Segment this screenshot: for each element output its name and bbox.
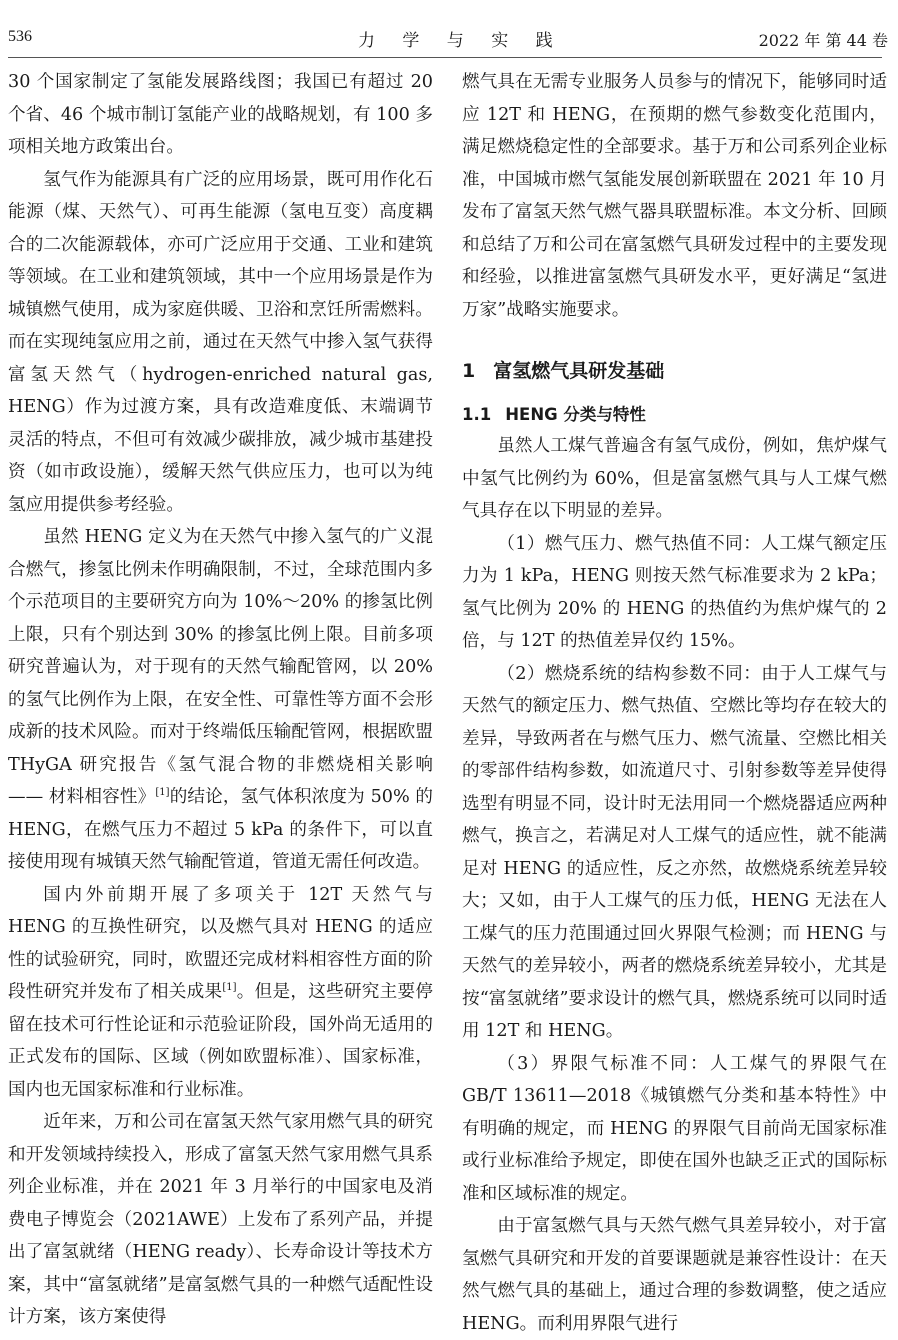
paragraph: 燃气具在无需专业服务人员参与的情况下，能够同时适应 12T 和 HENG，在预期的燃气参数变化范围内，满足燃烧稳定性的全部要求。基于万和公司系列企业标准，中国城市燃气氢能发展创新联盟在 2021 年 10 月发布了富氢天然气燃气器具联盟标准。本文分析、回顾和总结了万和公司在富氢燃气具研发过程中的主要发现和经验，以推进富氢燃气具研发水平，更好满足“氢进万家”战略实施要求。 — [462, 72, 887, 320]
left-column — [8, 66, 433, 1334]
right-column — [462, 66, 887, 1340]
citation: [1] — [155, 787, 170, 799]
section-number: 1 — [462, 360, 476, 382]
paragraph — [8, 521, 433, 879]
section-title: 富氢燃气具研发基础 — [493, 360, 665, 382]
section-heading — [462, 356, 887, 386]
paragraph-text: 国内外前期开展了多项关于 12T 天然气与 HENG 的互换性研究，以及燃气具对 HENG 的适应性的试验研究，同时，欧盟还完成材料相容性方面的阶段性研究并发布了相关成果 — [8, 884, 433, 1002]
running-header — [8, 24, 888, 54]
paragraph-text: 。但是，这些研究主要停留在技术可行性论证和示范验证阶段，国外尚无适用的正式发布的国际、区域（例如欧盟标准）、国家标准，国内也无国家标准和行业标准。 — [8, 982, 433, 1100]
list-item: （2）燃烧系统的结构参数不同：由于人工煤气与天然气的额定压力、燃气热值、空燃比等均存在较大的差异，导致两者在与燃气压力、燃气流量、空燃比相关的零部件结构参数，如流道尺寸、引射参数等差异使得选型有明显不同，设计时无法用同一个燃烧器适应两种燃气，换言之，若满足对人工煤气的适应性，就不能满足对 HENG 的适应性，反之亦然，故燃烧系统差异较大；又如，由于人工煤气的压力低，HENG 无法在人工煤气的压力范围通过回火界限气检测；而 HENG 与天然气的差异较小，两者的燃烧系统差异较小，尤其是按“富氢就绪”要求设计的燃气具，燃烧系统可以同时适用 12T 和 HENG。 — [462, 663, 887, 1041]
page-number: 536 — [8, 28, 32, 45]
subsection-heading — [462, 400, 887, 430]
subsection-title: HENG 分类与特性 — [505, 405, 646, 424]
paragraph: 30 个国家制定了氢能发展路线图；我国已有超过 20 个省、46 个城市制订氢能产业的战略规划，有 100 多项相关地方政策出台。 — [8, 72, 433, 157]
subsection-number: 1.1 — [462, 405, 492, 424]
paragraph-text: 的结论，氢气体积浓度为 50% 的 HENG，在燃气压力不超过 5 kPa 的条件下，可以直接使用现有城镇天然气输配管道，管道无需任何改造。 — [8, 787, 434, 872]
list-item: （1）燃气压力、燃气热值不同：人工煤气额定压力为 1 kPa，HENG 则按天然气标准要求为 2 kPa；氢气比例为 20% 的 HENG 的热值约为焦炉煤气的 2 倍，与 12T 的热值差异仅约 15%。 — [462, 533, 887, 651]
paragraph: 氢气作为能源具有广泛的应用场景，既可用作化石能源（煤、天然气）、可再生能源（氢电互变）高度耦合的二次能源载体，亦可广泛应用于交通、工业和建筑等领域。在工业和建筑领域，其中一个应用场景是作为城镇燃气使用，成为家庭供暖、卫浴和烹饪所需燃料。而在实现纯氢应用之前，通过在天然气中掺入氢气获得富氢天然气（hydrogen-enriched natural gas, HENG）作为过渡方案，具有改造难度低、末端调节灵活的特点，不但可有效减少碳排放，减少城市基建投资（如市政设施），缓解天然气供应压力，也可以为纯氢应用提供参考经验。 — [8, 169, 433, 515]
paragraph-text: 虽然 HENG 定义为在天然气中掺入氢气的广义混合燃气，掺氢比例未作明确限制，不过，全球范围内多个示范项目的主要研究方向为 10%～20% 的掺氢比例上限，只有个别达到 30% 的掺氢比例上限。目前多项研究普遍认为，对于现有的天然气输配管网，以 20% 的氢气比例作为上限，在安全性、可靠性等方面不会形成新的技术风险。而对于终端低压输配管网，根据欧盟 THyGA 研究报告《氢气混合物的非燃烧相关影响 —— 材料相容性》 — [8, 527, 433, 807]
journal-title: 力 学 与 实 践 — [358, 31, 564, 51]
paragraph: 由于富氢燃气具与天然气燃气具差异较小，对于富氢燃气具研究和开发的首要课题就是兼容性设计：在天然气燃气具的基础上，通过合理的参数调整，使之适应 HENG。而利用界限气进行 — [462, 1216, 887, 1334]
volume-info: 2022 年 第 44 卷 — [758, 31, 888, 50]
citation: [1] — [222, 982, 237, 994]
list-item: （3）界限气标准不同：人工煤气的界限气在 GB/T 13611—2018《城镇燃气分类和基本特性》中有明确的规定，而 HENG 的界限气目前尚无国家标准或行业标准给予规定，即使在国外也缺乏正式的国际标准和区域标准的规定。 — [462, 1053, 887, 1204]
header-rule — [8, 57, 882, 58]
paragraph — [8, 879, 433, 1107]
paragraph: 虽然人工煤气普遍含有氢气成份，例如，焦炉煤气中氢气比例约为 60%，但是富氢燃气具与人工煤气燃气具存在以下明显的差异。 — [462, 436, 887, 521]
paragraph: 近年来，万和公司在富氢天然气家用燃气具的研究和开发领域持续投入，形成了富氢天然气家用燃气具系列企业标准，并在 2021 年 3 月举行的中国家电及消费电子博览会（2021AWE）上发布了系列产品，并提出了富氢就绪（HENG ready）、长寿命设计等技术方案，其中“富氢就绪”是富氢燃气具的一种燃气适配性设计方案，该方案使得 — [8, 1112, 433, 1327]
